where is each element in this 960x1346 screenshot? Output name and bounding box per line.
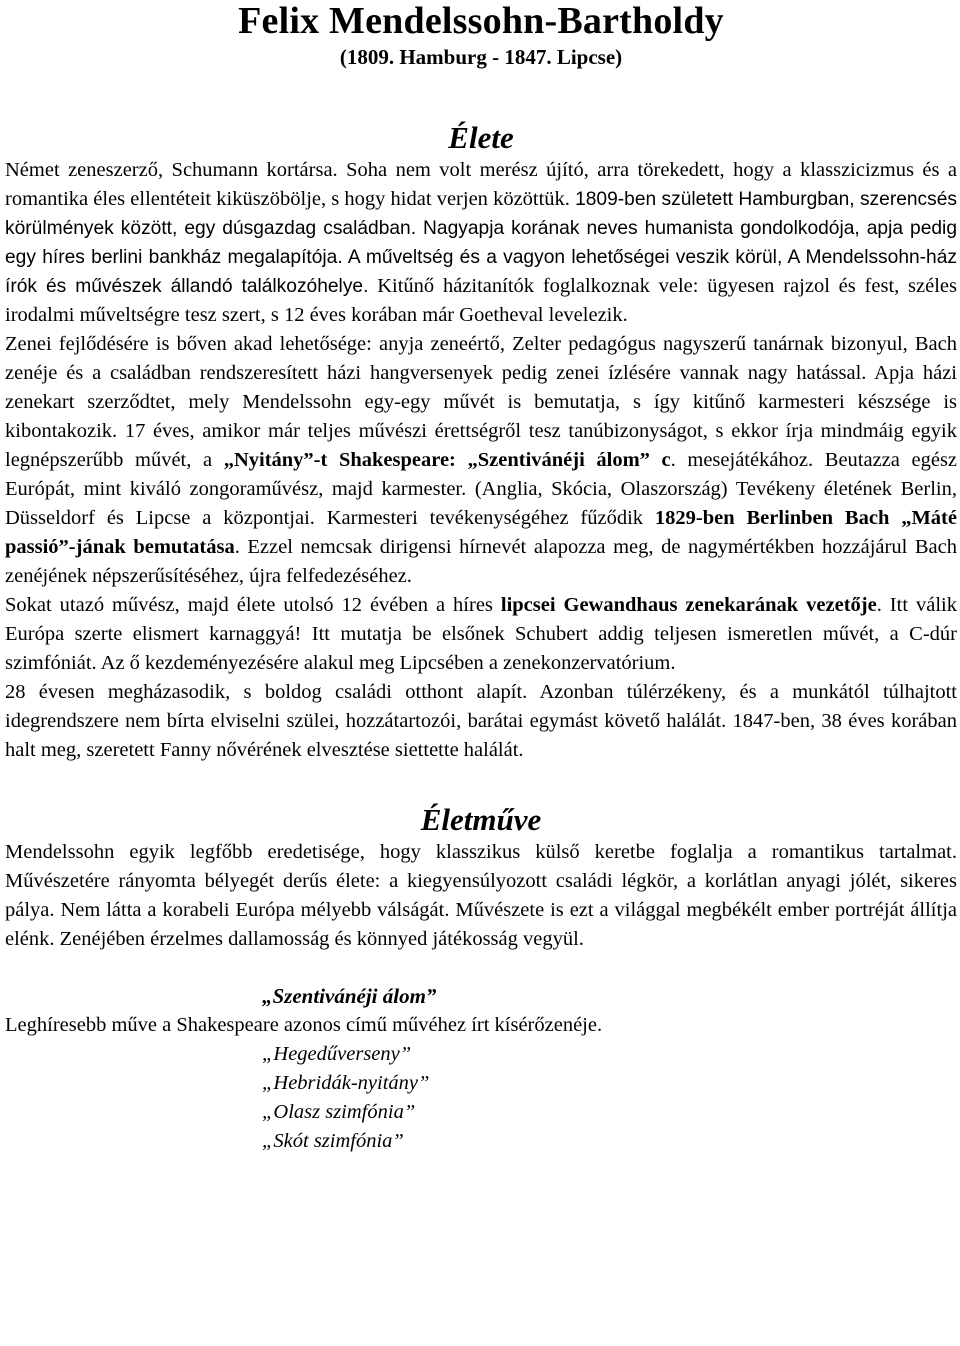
list-item: „Hegedűverseny” xyxy=(262,1043,412,1065)
life-paragraph-2 xyxy=(5,330,957,591)
list-item: „Skót szimfónia” xyxy=(262,1130,404,1152)
life-musical-development-text: Zenei fejlődésére is bőven akad lehetősége: anyja zeneértő, Zelter pedagógus nagyszerű tanárnak bizonyul, Bach zenéje és a családban rendszeresített házi hangversenyek pedig zenei ízlésére vannak nagy hatással. Apja házi zenekart szerződtet, mely Mendelssohn egy-egy művét is bemutatja, s így kitűnő karmesteri készsége is kibontakozik. 17 éves, amikor már teljes művészi érettségről tesz tanúbizonyságot, s ekkor írja mindmáig egyik legnépszerűbb művét, a xyxy=(5,333,957,471)
list-item: „Olasz szimfónia” xyxy=(262,1101,416,1123)
page-subtitle: (1809. Hamburg - 1847. Lipcse) xyxy=(339,45,623,69)
life-section-body xyxy=(5,156,957,765)
life-career-text: . mesejátékához. Beutazza egész Európát, mint kiváló zongoraművész, majd karmester. (Anglia, Skócia, Olaszország) Tevékeny életének Berlin, Düsseldorf és Lipcse a központjai. Karmesteri tevékenységéhez fűződik xyxy=(5,449,958,529)
works-list xyxy=(5,1040,957,1156)
document-page xyxy=(5,0,957,1156)
section-heading-life: Élete xyxy=(448,120,514,155)
life-leipzig-text: Sokat utazó művész, majd élete utolsó 12 évében a híres xyxy=(5,594,501,616)
featured-work-title: „Szentivánéji álom” xyxy=(262,984,437,1008)
highlight-gewandhaus: lipcsei Gewandhaus zenekarának vezetője xyxy=(500,594,877,616)
works-paragraph-1: Mendelssohn egyik legfőbb eredetisége, hogy klasszikus külső keretbe foglalja a romantikus tartalmat. Művészetére rányomta bélyegét derűs élete: a kiegyensúlyozott családi légkör, a korlátlan anyagi jólét, sikeres pálya. Nem látta a korabeli Európa mélyebb válságát. Művészete is ezt a világgal megbékélt ember portréját állítja elénk. Zenéjében érzelmes dallamosság és könnyed játékosság vegyül. xyxy=(5,841,957,950)
life-education-sentence: Kitűnő házitanítók foglalkoznak vele: ügyesen rajzol és fest, széles irodalmi műveltségre tesz szert, s 12 éves korában már Goetheval levelezik. xyxy=(5,275,958,326)
works-section-body xyxy=(5,838,957,954)
life-leipzig-achievements-text: . Itt válik Európa szerte elismert karnaggyá! Itt mutatja be elsőnek Schubert addig teljesen ismeretlen művét, a C-dúr szimfóniát. Az ő kezdeményezésére alakul meg Lipcsében a zenekonzervatórium. xyxy=(5,594,957,674)
life-paragraph-4: 28 évesen megházasodik, s boldog családi otthont alapít. Azonban túlérzékeny, és a munkától túlhajtott idegrendszere nem bírta elviselni szülei, hozzátartozói, barátai egymást követő halálát. 1847-ben, 38 éves korában halt meg, szeretett Fanny nővérének elvesztése siettette halálát. xyxy=(5,681,957,761)
life-paragraph-3 xyxy=(5,591,957,678)
life-birth-sentence: 1809-ben született Hamburgban, szerencsés körülmények között, egy dúsgazdag családban. Nagyapja korának neves humanista gondolkodója, apja pedig egy híres berlini bankház megalapítója. A műveltség és a vagyon lehetőségei veszik körül, A Mendelssohn-ház írók és művészek állandó találkozóhelye. xyxy=(5,189,958,297)
list-item: „Hebridák-nyitány” xyxy=(262,1072,430,1094)
featured-work-description: Leghíresebb műve a Shakespeare azonos című művéhez írt kísérőzenéje. xyxy=(5,1014,603,1036)
life-intro-sentence: Német zeneszerző, Schumann kortársa. Soha nem volt merész újító, arra törekedett, hogy a klasszicizmus és a romantika éles ellentéteit kiküszöbölje, s hogy hidat verjen közöttük. xyxy=(5,159,957,210)
page-title: Felix Mendelssohn-Bartholdy xyxy=(238,0,724,42)
life-bach-revival-text: . Ezzel nemcsak dirigensi hírnevét alapozza meg, de nagymértékben hozzájárul Bach zenéjének népszerűsítéséhez, újra felfedezéséhez. xyxy=(5,536,957,587)
life-paragraph-1 xyxy=(5,156,957,330)
highlight-overture: „Nyitány”-t Shakespeare: „Szentivánéji álom” c xyxy=(223,449,671,471)
highlight-matthew-passion: 1829-ben Berlinben Bach „Máté passió”-jának bemutatása xyxy=(5,507,957,558)
section-heading-works: Életműve xyxy=(420,802,542,837)
